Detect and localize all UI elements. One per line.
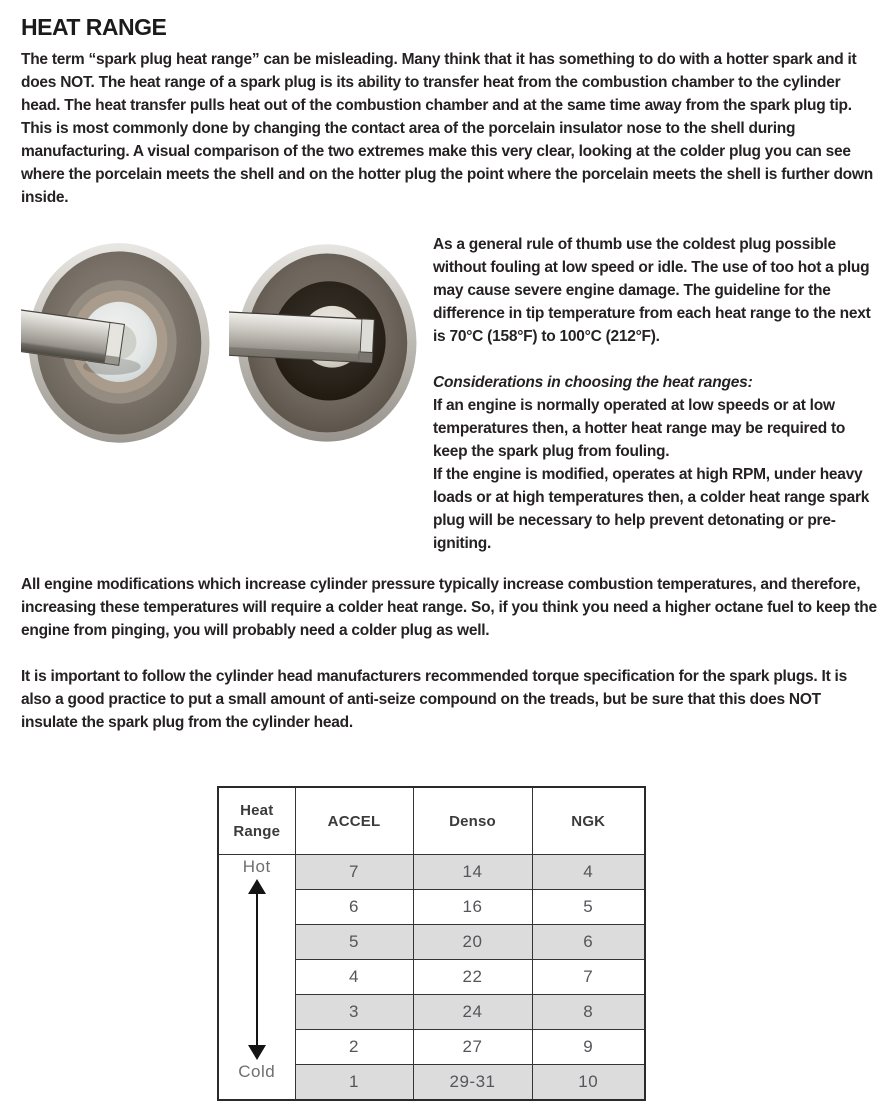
cold-label: Cold (238, 1062, 276, 1081)
table-cell: 5 (532, 890, 645, 925)
arrow-up-head-icon (248, 879, 266, 894)
table-cell: 14 (413, 855, 532, 890)
table-cell: 16 (413, 890, 532, 925)
considerations-line: If the engine is modified, operates at high RPM, under heavy loads or at high temperatures then, a colder heat range spark plug will be necessary to help prevent detonating or pre-igniting. (433, 466, 870, 552)
table-cell: 2 (295, 1030, 413, 1065)
modifications-paragraph: All engine modifications which increase cylinder pressure typically increase combustion temperatures, and therefore, increasing these temperatures will require a colder heat range. So, if you think you need a higher octane fuel to keep the engine from pinging, you will probably need a colder plug as well. (21, 576, 877, 639)
table-cell: 8 (532, 995, 645, 1030)
heat-range-column-header: Heat Range (218, 787, 295, 855)
heat-range-table (217, 786, 646, 1101)
considerations-line: If an engine is normally operated at low speeds or at low temperatures then, a hotter heat range may be required to keep the spark plug from fouling. (433, 397, 846, 460)
spark-plug-photos (21, 231, 433, 555)
intro-paragraph: The term “spark plug heat range” can be misleading. Many think that it has something to do with a hotter spark and it does NOT. The heat range of a spark plug is its ability to transfer heat from the combustion chamber to the cylinder head. The heat transfer pulls heat out of the combustion chamber and at the same time away from the spark plug tip. This is most commonly done by changing the contact area of the porcelain insulator nose to the shell during manufacturing. A visual comparison of the two extremes make this very clear, looking at the colder plug you can see where the porcelain meets the shell and on the hotter plug the point where the porcelain meets the shell is further down inside. (21, 51, 873, 206)
table-cell: 3 (295, 995, 413, 1030)
table-row (218, 855, 645, 890)
torque-paragraph: It is important to follow the cylinder head manufacturers recommended torque specification for the spark plugs. It is also a good practice to put a small amount of anti-seize compound on the treads, but be sure that this does NOT insulate the spark plug from the cylinder head. (21, 668, 847, 731)
ngk-column-header: NGK (532, 787, 645, 855)
two-column-section (21, 231, 876, 555)
table-cell: 7 (295, 855, 413, 890)
hot-label: Hot (242, 857, 271, 876)
table-cell: 29-31 (413, 1065, 532, 1101)
table-cell: 9 (532, 1030, 645, 1065)
table-cell: 20 (413, 925, 532, 960)
table-cell: 6 (295, 890, 413, 925)
table-cell: 1 (295, 1065, 413, 1101)
table-cell: 6 (532, 925, 645, 960)
page-title: HEAT RANGE (21, 14, 167, 40)
table-cell: 27 (413, 1030, 532, 1065)
denso-column-header: Denso (413, 787, 532, 855)
hot-cold-scale-cell (218, 855, 295, 1101)
hotter-spark-plug-photo (229, 237, 425, 453)
table-cell: 4 (532, 855, 645, 890)
table-cell: 24 (413, 995, 532, 1030)
arrow-line (256, 894, 258, 1045)
arrow-down-head-icon (248, 1045, 266, 1060)
colder-spark-plug-photo (21, 237, 217, 453)
accel-column-header: ACCEL (295, 787, 413, 855)
table-cell: 22 (413, 960, 532, 995)
table-cell: 4 (295, 960, 413, 995)
rule-of-thumb-paragraph: As a general rule of thumb use the coldest plug possible without fouling at low speed or idle. The use of too hot a plug may cause severe engine damage. The guideline for the difference in tip temperature from each heat range to the next is 70°C (158°F) to 100°C (212°F). (433, 236, 871, 345)
table-cell: 10 (532, 1065, 645, 1101)
right-text-column (433, 231, 876, 555)
table-header-row (218, 787, 645, 855)
considerations-heading: Considerations in choosing the heat ranges: (433, 374, 753, 391)
table-cell: 7 (532, 960, 645, 995)
heat-range-arrow (248, 879, 266, 1060)
table-cell: 5 (295, 925, 413, 960)
heat-range-table-wrapper (217, 786, 876, 1101)
